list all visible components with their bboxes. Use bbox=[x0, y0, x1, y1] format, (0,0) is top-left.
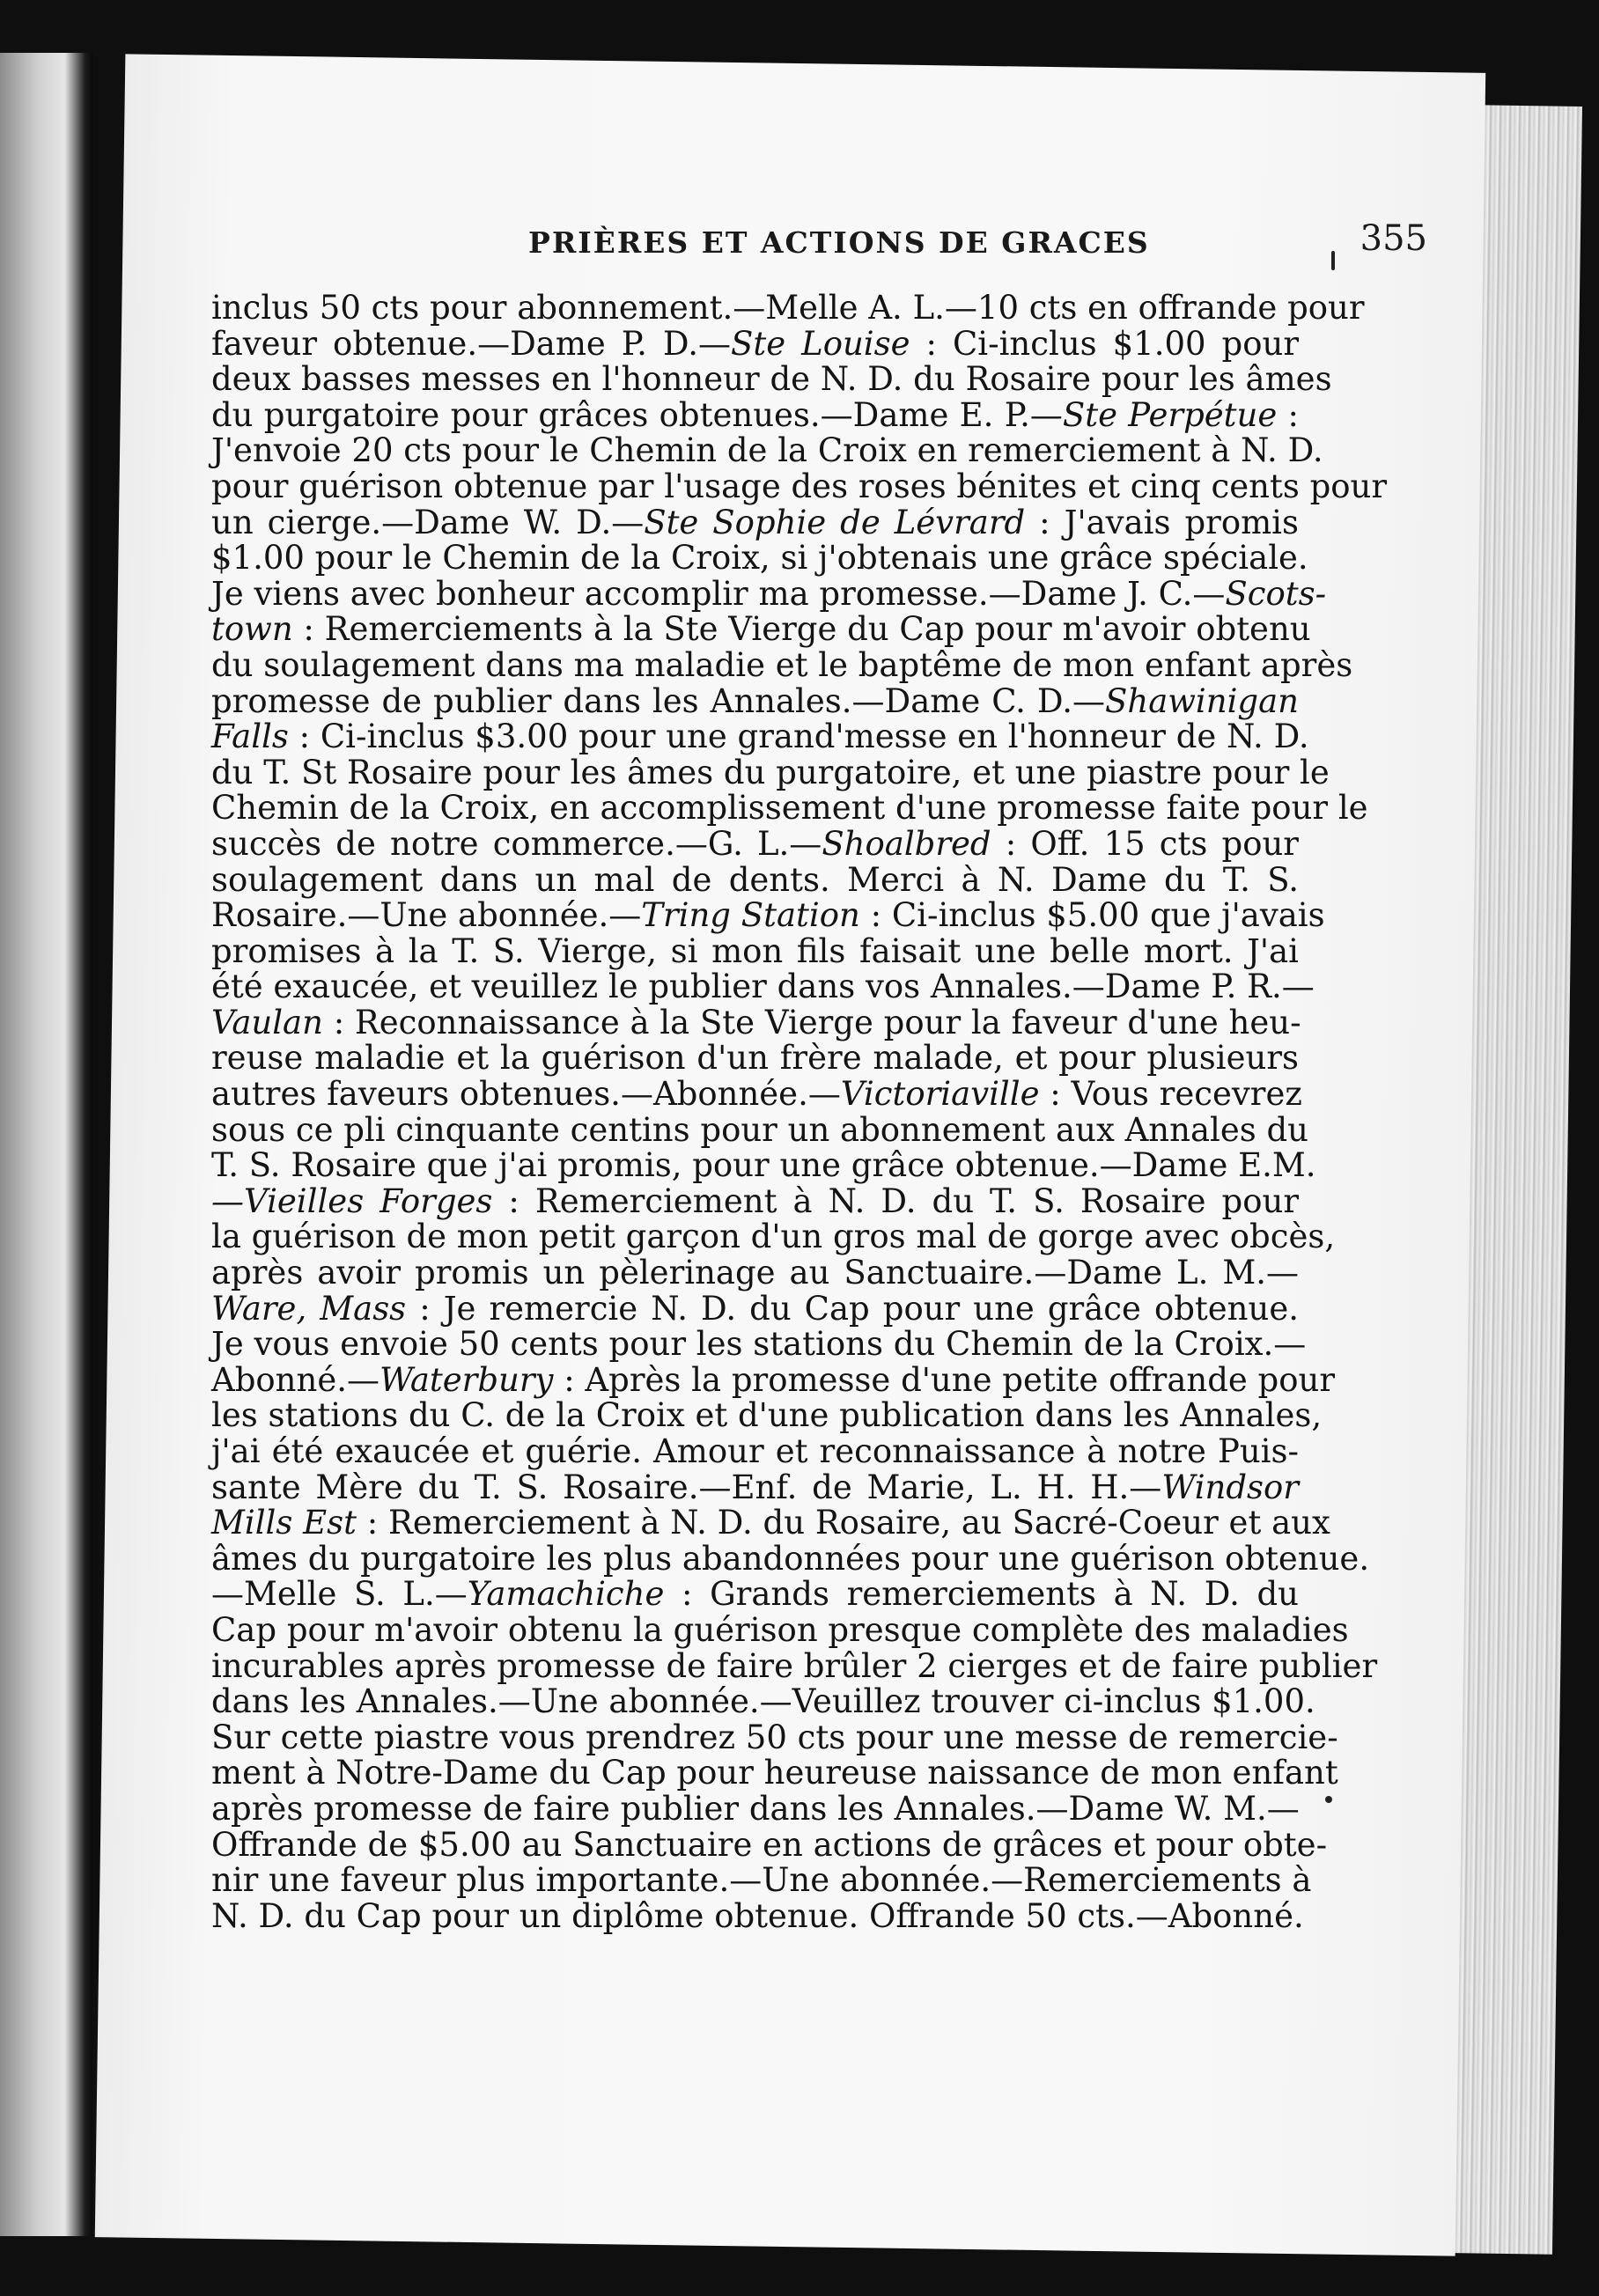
text-segment: reuse maladie et la guérison d'un frère malade, et pour plusieurs bbox=[211, 1039, 1299, 1078]
text-line bbox=[211, 1360, 1336, 1399]
text-segment: dans les Annales.—Une abonnée.—Veuillez trouver ci-inclus $1.00. bbox=[211, 1682, 1315, 1721]
text-segment: sous ce pli cinquante centins pour un abonnement aux Annales du bbox=[211, 1110, 1309, 1149]
text-line bbox=[211, 610, 1311, 649]
text-line bbox=[211, 1218, 1336, 1256]
text-line bbox=[211, 1825, 1328, 1864]
text-segment: pour guérison obtenue par l'usage des roses bénites et cinq cents pour bbox=[211, 467, 1388, 505]
text-line bbox=[211, 1861, 1312, 1900]
text-line bbox=[211, 1434, 1299, 1470]
text-segment: Sur cette piastre vous prendrez 50 cts pour une messe de remercie- bbox=[211, 1718, 1338, 1756]
place-name: Victoriaville bbox=[840, 1075, 1040, 1114]
text-segment: faveur obtenue.—Dame P. D.— bbox=[211, 324, 732, 363]
place-name: Mills Est bbox=[211, 1504, 357, 1542]
text-line bbox=[211, 1646, 1378, 1685]
text-line bbox=[211, 1577, 1299, 1613]
text-line bbox=[211, 681, 1299, 720]
text-line bbox=[211, 1718, 1338, 1756]
place-name: Windsor bbox=[1161, 1468, 1299, 1506]
text-line bbox=[211, 539, 1308, 578]
text-line bbox=[211, 753, 1330, 791]
text-line bbox=[211, 1610, 1349, 1649]
text-segment: soulagement dans un mal de dents. Merci à N. Dame du T. S. bbox=[211, 860, 1299, 899]
text-segment: du soulagement dans ma maladie et le baptême de mon enfant après bbox=[211, 645, 1353, 684]
text-segment: : Remerciements à la Ste Vierge du Cap pour m'avoir obtenu bbox=[292, 610, 1311, 649]
text-segment: : Remerciement à N. D. du Rosaire, au Sacré-Coeur et aux bbox=[357, 1504, 1330, 1542]
text-segment: après promesse de faire publier dans les Annales.—Dame W. M.— bbox=[211, 1789, 1300, 1828]
text-line bbox=[211, 645, 1353, 684]
text-segment: Je vous envoie 50 cents pour les stations du Chemin de la Croix.— bbox=[211, 1325, 1307, 1364]
text-segment: : Reconnaissance à la Ste Vierge pour la faveur d'une heu- bbox=[322, 1003, 1301, 1041]
text-segment: Offrande de $5.00 au Sanctuaire en actions de grâces et pour obte- bbox=[211, 1825, 1328, 1864]
text-segment: N. D. du Cap pour un diplôme obtenue. Offrande 50 cts.—Abonné. bbox=[211, 1896, 1304, 1935]
text-line bbox=[211, 1470, 1299, 1506]
text-line bbox=[211, 824, 1299, 863]
text-line bbox=[211, 896, 1325, 935]
text-segment: incurables après promesse de faire brûler 2 cierges et de faire publier bbox=[211, 1646, 1378, 1685]
text-segment: Je viens avec bonheur accomplir ma promesse.—Dame J. C.— bbox=[211, 574, 1226, 613]
place-name: Tring Station bbox=[641, 896, 860, 935]
place-name: Scots- bbox=[1225, 574, 1327, 613]
text-segment: : Après la promesse d'une petite offrande pour bbox=[553, 1360, 1336, 1399]
text-line bbox=[211, 574, 1327, 613]
text-line bbox=[211, 1682, 1315, 1721]
place-name: —Vieilles Forges bbox=[211, 1181, 493, 1220]
text-segment: : Ci-inclus $5.00 que j'avais bbox=[859, 896, 1325, 935]
text-segment: : Remerciement à N. D. du T. S. Rosaire pour bbox=[492, 1181, 1299, 1220]
text-line bbox=[211, 860, 1299, 899]
text-line bbox=[211, 324, 1299, 363]
text-line bbox=[211, 1289, 1299, 1328]
place-name: Ste Perpétue bbox=[1062, 395, 1278, 434]
text-segment: j'ai été exaucée et guérie. Amour et reconnaissance à notre Puis- bbox=[211, 1432, 1299, 1470]
place-name: Ware, Mass bbox=[211, 1289, 407, 1328]
text-segment: ment à Notre-Dame du Cap pour heureuse naissance de mon enfant bbox=[211, 1754, 1338, 1792]
running-head: PRIÈRES ET ACTIONS DE GRACES bbox=[528, 225, 1150, 260]
text-segment: âmes du purgatoire les plus abandonnées pour une guérison obtenue. bbox=[211, 1539, 1370, 1578]
text-segment: : Ci-inclus $3.00 pour une grand'messe en l'honneur de N. D. bbox=[288, 718, 1309, 756]
text-line bbox=[211, 1075, 1302, 1114]
text-line bbox=[211, 789, 1368, 828]
text-line bbox=[211, 968, 1315, 1006]
text-segment: un cierge.—Dame W. D.— bbox=[211, 503, 645, 541]
text-segment: après avoir promis un pèlerinage au Sanctuaire.—Dame L. M.— bbox=[211, 1254, 1299, 1292]
text-segment: nir une faveur plus importante.—Une abonnée.—Remerciements à bbox=[211, 1861, 1312, 1900]
text-line bbox=[211, 1396, 1323, 1435]
text-line bbox=[211, 467, 1388, 505]
text-line bbox=[211, 1325, 1307, 1364]
speck bbox=[1325, 1796, 1332, 1803]
text-segment: promises à la T. S. Vierge, si mon fils faisait une belle mort. J'ai bbox=[211, 931, 1299, 970]
place-name: Ste Sophie de Lévrard bbox=[644, 503, 1026, 541]
text-segment: les stations du C. de la Croix et d'une publication dans les Annales, bbox=[211, 1396, 1323, 1435]
speck bbox=[1331, 251, 1335, 270]
text-segment: inclus 50 cts pour abonnement.—Melle A. L.—10 cts en offrande pour bbox=[211, 289, 1365, 327]
text-segment: autres faveurs obtenues.—Abonnée.— bbox=[211, 1075, 841, 1114]
text-line bbox=[211, 1754, 1338, 1792]
text-segment: : Vous recevrez bbox=[1039, 1075, 1302, 1114]
text-segment: été exaucée, et veuillez le publier dans vos Annales.—Dame P. R.— bbox=[211, 968, 1315, 1006]
text-segment: : Ci-inclus $1.00 pour bbox=[910, 324, 1299, 363]
text-line bbox=[211, 1255, 1299, 1292]
text-segment: : bbox=[1277, 395, 1299, 434]
place-name: Shawinigan bbox=[1105, 681, 1299, 720]
place-name: Vaulan bbox=[211, 1003, 323, 1041]
text-segment: Rosaire.—Une abonnée.— bbox=[211, 896, 642, 935]
text-segment: Chemin de la Croix, en accomplissement d'une promesse faite pour le bbox=[211, 789, 1368, 828]
text-segment: succès de notre commerce.—G. L.— bbox=[211, 824, 822, 863]
text-segment: —Melle S. L.— bbox=[211, 1575, 468, 1614]
text-segment: : Grands remerciements à N. D. du bbox=[664, 1575, 1299, 1614]
text-line bbox=[211, 1110, 1309, 1149]
text-segment: : J'avais promis bbox=[1025, 503, 1299, 541]
text-segment: deux basses messes en l'honneur de N. D. du Rosaire pour les âmes bbox=[211, 360, 1332, 399]
place-name: Ste Louise bbox=[731, 324, 910, 363]
text-line bbox=[211, 1896, 1304, 1935]
text-line bbox=[211, 1181, 1299, 1220]
text-segment: du purgatoire pour grâces obtenues.—Dame E. P.— bbox=[211, 395, 1063, 434]
page-header bbox=[203, 218, 1427, 271]
text-line bbox=[211, 1041, 1299, 1077]
place-name: town bbox=[211, 610, 293, 649]
text-line bbox=[211, 931, 1299, 970]
text-line bbox=[211, 1146, 1316, 1185]
facing-page-edge bbox=[0, 53, 92, 2236]
text-line bbox=[211, 360, 1332, 399]
text-segment: T. S. Rosaire que j'ai promis, pour une grâce obtenue.—Dame E.M. bbox=[211, 1146, 1316, 1185]
text-segment: Abonné.— bbox=[211, 1360, 379, 1399]
text-line bbox=[211, 1005, 1299, 1041]
text-segment: J'envoie 20 cts pour le Chemin de la Croix en remerciement à N. D. bbox=[211, 431, 1323, 470]
text-line bbox=[211, 431, 1323, 470]
text-segment: la guérison de mon petit garçon d'un gros mal de gorge avec obcès, bbox=[211, 1218, 1336, 1256]
text-line bbox=[211, 395, 1299, 434]
text-segment: promesse de publier dans les Annales.—Dame C. D.— bbox=[211, 681, 1106, 720]
text-line bbox=[211, 505, 1299, 541]
body-text bbox=[211, 289, 1388, 1935]
text-line bbox=[211, 289, 1365, 327]
text-segment: sante Mère du T. S. Rosaire.—Enf. de Marie, L. H. H.— bbox=[211, 1468, 1162, 1506]
text-line bbox=[211, 1539, 1370, 1578]
text-segment: Cap pour m'avoir obtenu la guérison presque complète des maladies bbox=[211, 1610, 1349, 1649]
text-segment: : Off. 15 cts pour bbox=[991, 824, 1299, 863]
page-number: 355 bbox=[1360, 218, 1427, 259]
place-name: Shoalbred bbox=[822, 824, 991, 863]
text-segment: $1.00 pour le Chemin de la Croix, si j'obtenais une grâce spéciale. bbox=[211, 539, 1308, 578]
text-segment: : Je remercie N. D. du Cap pour une grâce obtenue. bbox=[406, 1289, 1299, 1328]
place-name: Yamachiche bbox=[467, 1575, 665, 1614]
text-line bbox=[211, 718, 1309, 756]
place-name: Waterbury bbox=[379, 1360, 554, 1399]
text-line bbox=[211, 1504, 1330, 1542]
text-line bbox=[211, 1789, 1300, 1828]
place-name: Falls bbox=[211, 718, 289, 756]
text-segment: du T. St Rosaire pour les âmes du purgatoire, et une piastre pour le bbox=[211, 753, 1330, 791]
